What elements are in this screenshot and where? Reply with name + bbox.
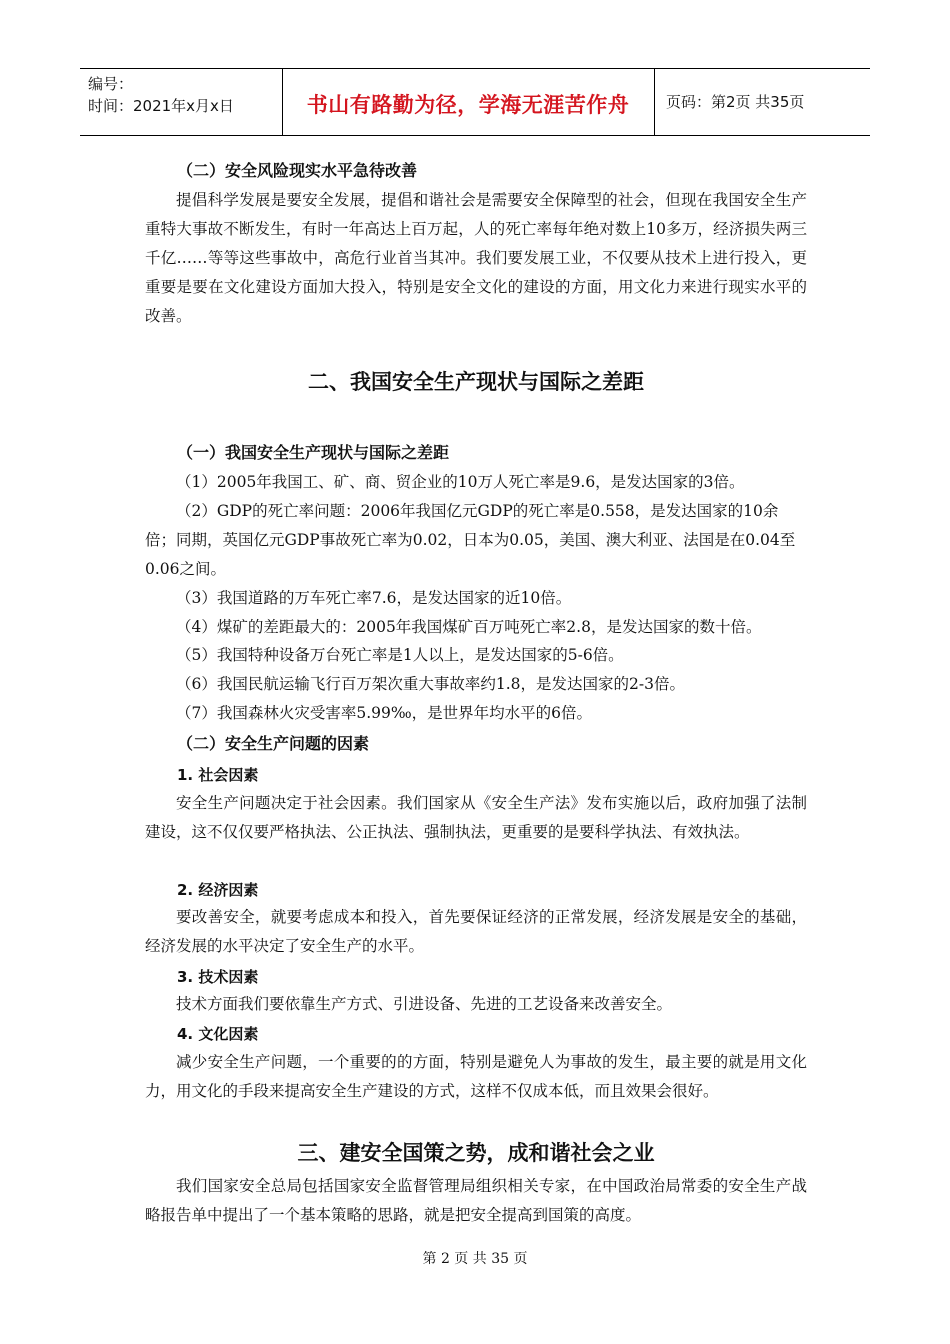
gap-item: （1）2005年我国工、矿、商、贸企业的10万人死亡率是9.6，是发达国家的3倍。 (176, 473, 745, 491)
gap-item: （4）煤矿的差距最大的：2005年我国煤矿百万吨死亡率2.8，是发达国家的数十倍。 (176, 618, 762, 636)
gap-item: （2）GDP的死亡率问题：2006年我国亿元GDP的死亡率是0.558，是发达国家的10余倍；同期，英国亿元GDP事故死亡率为0.02，日本为0.05，美国、澳大利亚、法国是在0.04至0.06之间。 (145, 502, 796, 578)
factor-text: 减少安全生产问题，一个重要的的方面，特别是避免人为事故的发生，最主要的就是用文化力，用文化的手段来提高安全生产建设的方式，这样不仅成本低，而且效果会很好。 (145, 1053, 807, 1100)
risk-paragraph: 提倡科学发展是要安全发展，提倡和谐社会是需要安全保障型的社会，但现在我国安全生产重特大事故不断发生，有时一年高达上百万起，人的死亡率每年绝对数上10多万，经济损失两三千亿……等等这些事故中，高危行业首当其冲。我们要发展工业，不仅要从技术上进行投入，更重要是要在文化建设方面加大投入，特别是安全文化的建设的方面，用文化力来进行现实水平的改善。 (145, 191, 807, 325)
factor-title: 3. 技术因素 (177, 968, 259, 986)
risk-heading: （二）安全风险现实水平急待改善 (177, 161, 418, 180)
document-date: 时间：2021年x月x日 (88, 97, 234, 115)
factor-text: 要改善安全，就要考虑成本和投入，首先要保证经济的正常发展，经济发展是安全的基础，经济发展的水平决定了安全生产的水平。 (145, 908, 807, 955)
header-page-info: 页码：第2页 共35页 (666, 93, 805, 111)
gap-item: （3）我国道路的万车死亡率7.6，是发达国家的近10倍。 (176, 589, 572, 607)
page-header (80, 68, 870, 136)
factor-title: 4. 文化因素 (177, 1025, 259, 1043)
section3-title: 三、建安全国策之势，成和谐社会之业 (297, 1141, 655, 1165)
factors-heading: （二）安全生产问题的因素 (177, 734, 370, 753)
header-meta (88, 73, 234, 117)
factor-text: 安全生产问题决定于社会因素。我们国家从《安全生产法》发布实施以后，政府加强了法制建设，这不仅仅要严格执法、公正执法、强制执法，更重要的是要科学执法、有效执法。 (145, 794, 807, 841)
section3-paragraph: 我们国家安全总局包括国家安全监督管理局组织相关专家，在中国政治局常委的安全生产战略报告单中提出了一个基本策略的思路，就是把安全提高到国策的高度。 (145, 1177, 807, 1224)
gap-item: （5）我国特种设备万台死亡率是1人以上，是发达国家的5-6倍。 (176, 646, 624, 664)
gap-heading: （一）我国安全生产现状与国际之差距 (177, 443, 450, 462)
factor-title: 2. 经济因素 (177, 881, 259, 899)
page-footer: 第 2 页 共 35 页 (422, 1251, 528, 1267)
section2-title: 二、我国安全生产现状与国际之差距 (308, 370, 644, 394)
factor-text: 技术方面我们要依靠生产方式、引进设备、先进的工艺设备来改善安全。 (176, 995, 673, 1013)
gap-item: （7）我国森林火灾受害率5.99‰，是世界年均水平的6倍。 (176, 704, 593, 722)
document-number-label: 编号： (88, 75, 134, 93)
header-divider (654, 69, 655, 135)
header-motto: 书山有路勤为径，学海无涯苦作舟 (306, 93, 630, 117)
gap-item: （6）我国民航运输飞行百万架次重大事故率约1.8，是发达国家的2-3倍。 (176, 675, 685, 693)
factor-title: 1. 社会因素 (177, 766, 259, 784)
